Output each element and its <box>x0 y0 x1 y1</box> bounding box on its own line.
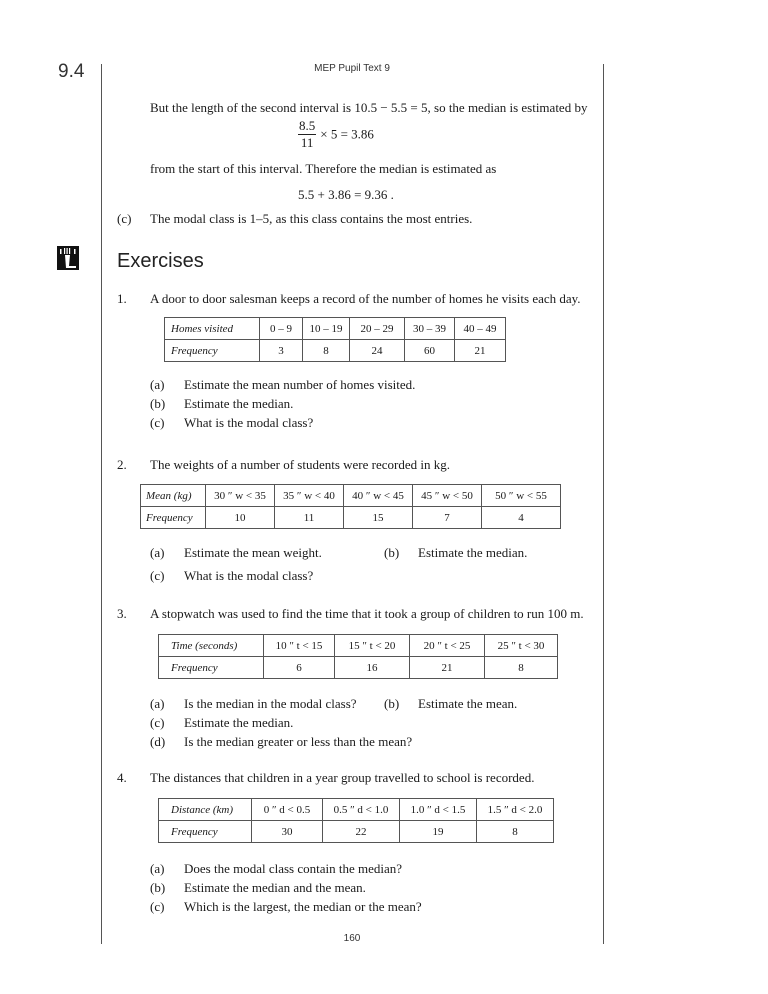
freq-cell: 3 <box>260 340 303 362</box>
class-cell: 45 ″ w < 50 <box>413 485 482 507</box>
class-cell: 0 ″ d < 0.5 <box>252 799 323 821</box>
freq-cell: 16 <box>335 657 410 679</box>
question-2-number: 2. <box>117 457 127 472</box>
worked-example-line2: from the start of this interval. Therefore the median is estimated as <box>150 161 497 176</box>
q1-part-b-text: Estimate the median. <box>184 396 294 411</box>
part-c-text: The modal class is 1–5, as this class contains the most entries. <box>150 211 473 226</box>
class-cell: 1.0 ″ d < 1.5 <box>400 799 477 821</box>
q4-part-c-text: Which is the largest, the median or the mean? <box>184 899 422 914</box>
class-cell: 0.5 ″ d < 1.0 <box>323 799 400 821</box>
q3-part-d-text: Is the median greater or less than the mean? <box>184 734 413 749</box>
freq-cell: 60 <box>405 340 455 362</box>
class-cell: 1.5 ″ d < 2.0 <box>477 799 554 821</box>
question-4-text: The distances that children in a year group travelled to school is recorded. <box>150 770 535 785</box>
q4-part-a-text: Does the modal class contain the median? <box>184 861 403 876</box>
question-3-table <box>158 634 558 679</box>
freq-cell: 22 <box>323 821 400 843</box>
freq-cell: 7 <box>413 507 482 529</box>
page-number: 160 <box>343 933 361 944</box>
exercise-icon <box>57 246 79 270</box>
q2-part-a-text: Estimate the mean weight. <box>184 545 322 560</box>
q3-part-b-label: (b) <box>384 696 400 711</box>
freq-cell: 4 <box>482 507 561 529</box>
row-label: Mean (kg) <box>141 485 206 507</box>
table-row-classes <box>141 485 561 507</box>
q4-part-b-label: (b) <box>150 880 166 895</box>
question-3-text: A stopwatch was used to find the time that it took a group of children to run 100 m. <box>150 606 584 621</box>
worked-example-line1: But the length of the second interval is 10.5 − 5.5 = 5, so the median is estimated by <box>150 100 588 115</box>
fraction-rest: × 5 = 3.86 <box>320 126 374 142</box>
row-label: Distance (km) <box>159 799 252 821</box>
q2-part-a-label: (a) <box>150 545 165 560</box>
table-row-classes <box>165 318 506 340</box>
fraction-denominator: 11 <box>300 135 314 150</box>
q2-part-b-label: (b) <box>384 545 400 560</box>
freq-cell: 21 <box>455 340 506 362</box>
class-cell: 50 ″ w < 55 <box>482 485 561 507</box>
q1-part-c-text: What is the modal class? <box>184 415 314 430</box>
question-1-table <box>164 317 506 362</box>
freq-cell: 30 <box>252 821 323 843</box>
fraction-equation <box>298 118 374 151</box>
q2-part-b-text: Estimate the median. <box>418 545 528 560</box>
freq-cell: 8 <box>477 821 554 843</box>
class-cell: 10 – 19 <box>303 318 350 340</box>
right-margin-rule <box>603 64 604 944</box>
q3-part-c-text: Estimate the median. <box>184 715 294 730</box>
class-cell: 40 – 49 <box>455 318 506 340</box>
row-label: Time (seconds) <box>159 635 264 657</box>
question-2-text: The weights of a number of students were recorded in kg. <box>150 457 450 472</box>
left-margin-rule <box>101 64 102 944</box>
table-row-frequency <box>165 340 506 362</box>
q4-part-a-label: (a) <box>150 861 165 876</box>
fraction-numerator: 8.5 <box>299 118 316 133</box>
freq-cell: 24 <box>350 340 405 362</box>
freq-cell: 19 <box>400 821 477 843</box>
q1-part-b-label: (b) <box>150 396 166 411</box>
class-cell: 40 ″ w < 45 <box>344 485 413 507</box>
question-3-number: 3. <box>117 606 127 621</box>
freq-cell: 11 <box>275 507 344 529</box>
freq-cell: 21 <box>410 657 485 679</box>
q2-part-c-text: What is the modal class? <box>184 568 314 583</box>
class-cell: 35 ″ w < 40 <box>275 485 344 507</box>
q3-part-b-text: Estimate the mean. <box>418 696 518 711</box>
table-row-frequency <box>159 657 558 679</box>
q1-part-c-label: (c) <box>150 415 165 430</box>
q1-part-a-label: (a) <box>150 377 165 392</box>
freq-cell: 15 <box>344 507 413 529</box>
class-cell: 30 – 39 <box>405 318 455 340</box>
freq-label: Frequency <box>159 821 252 843</box>
part-c-label: (c) <box>117 211 132 226</box>
question-1-number: 1. <box>117 291 127 306</box>
page-header-title: MEP Pupil Text 9 <box>314 63 390 74</box>
freq-cell: 8 <box>303 340 350 362</box>
question-4-number: 4. <box>117 770 127 785</box>
q3-part-a-text: Is the median in the modal class? <box>184 696 357 711</box>
table-row-frequency <box>159 821 554 843</box>
class-cell: 0 – 9 <box>260 318 303 340</box>
class-cell: 10 ″ t < 15 <box>264 635 335 657</box>
table-row-classes <box>159 635 558 657</box>
class-cell: 25 ″ t < 30 <box>485 635 558 657</box>
q1-part-a-text: Estimate the mean number of homes visited. <box>184 377 416 392</box>
question-2-table <box>140 484 561 529</box>
class-cell: 20 – 29 <box>350 318 405 340</box>
freq-cell: 6 <box>264 657 335 679</box>
q3-part-d-label: (d) <box>150 734 166 749</box>
freq-label: Frequency <box>165 340 260 362</box>
table-row-classes <box>159 799 554 821</box>
fraction <box>298 118 316 151</box>
table-row-frequency <box>141 507 561 529</box>
class-cell: 20 ″ t < 25 <box>410 635 485 657</box>
row-label: Homes visited <box>165 318 260 340</box>
q3-part-c-label: (c) <box>150 715 165 730</box>
class-cell: 15 ″ t < 20 <box>335 635 410 657</box>
freq-label: Frequency <box>159 657 264 679</box>
freq-label: Frequency <box>141 507 206 529</box>
class-cell: 30 ″ w < 35 <box>206 485 275 507</box>
q4-part-c-label: (c) <box>150 899 165 914</box>
section-number: 9.4 <box>58 61 85 82</box>
q3-part-a-label: (a) <box>150 696 165 711</box>
exercises-heading: Exercises <box>117 250 204 272</box>
q4-part-b-text: Estimate the median and the mean. <box>184 880 366 895</box>
freq-cell: 8 <box>485 657 558 679</box>
q2-part-c-label: (c) <box>150 568 165 583</box>
question-4-table <box>158 798 554 843</box>
question-1-text: A door to door salesman keeps a record of the number of homes he visits each day. <box>150 291 581 306</box>
freq-cell: 10 <box>206 507 275 529</box>
worked-example-line3: 5.5 + 3.86 = 9.36 . <box>298 187 394 202</box>
